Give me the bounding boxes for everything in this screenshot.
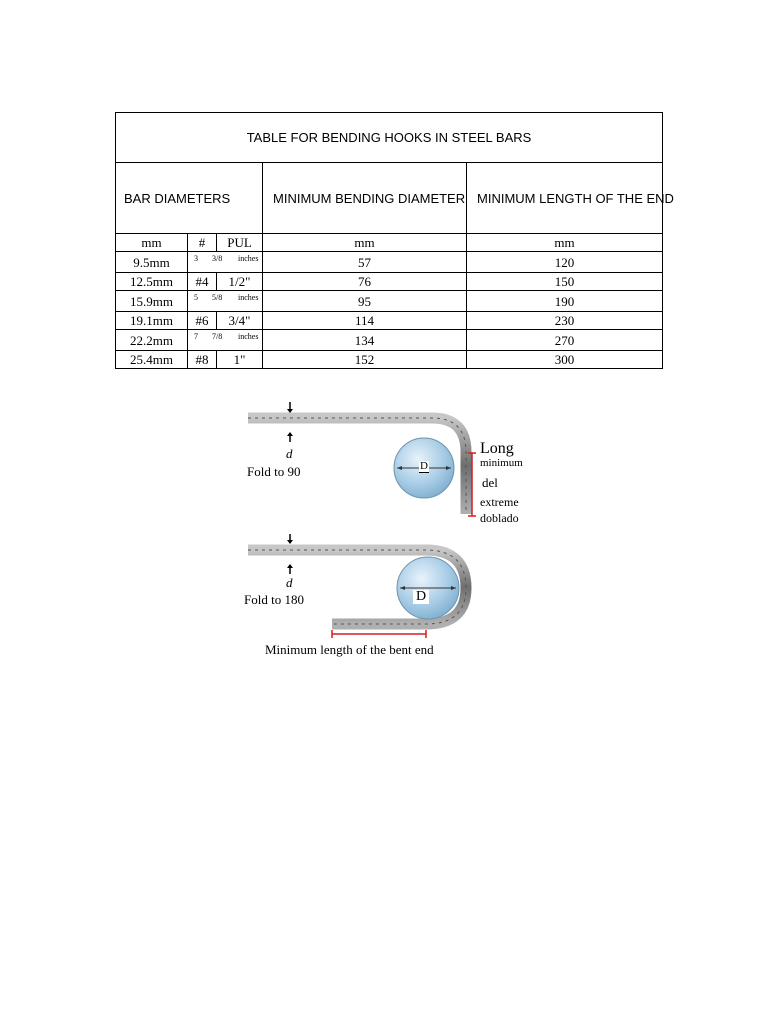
table-row xyxy=(116,312,663,330)
header-bar-diameters: BAR DIAMETERS xyxy=(116,163,263,234)
table-row xyxy=(116,252,663,273)
unit-number: # xyxy=(188,234,217,252)
table-title: TABLE FOR BENDING HOOKS IN STEEL BARS xyxy=(116,113,663,163)
cell-number: #4 xyxy=(188,273,217,291)
bending-hooks-table xyxy=(115,112,674,369)
cell-end-length: 120 xyxy=(467,252,663,273)
extreme-label: extreme xyxy=(480,495,519,509)
fold-180-label: Fold to 180 xyxy=(244,592,304,607)
D-label-top: D xyxy=(420,460,428,472)
del-label: del xyxy=(482,475,498,490)
fraction-num: 7 xyxy=(194,332,198,341)
cell-mm: 25.4mm xyxy=(116,351,188,369)
fraction-unit: inches xyxy=(238,293,259,302)
cell-mm: 15.9mm xyxy=(116,291,188,312)
fraction-unit: inches xyxy=(238,254,259,263)
table-row xyxy=(116,351,663,369)
cell-pul: 1/2" xyxy=(217,273,263,291)
cell-mm: 22.2mm xyxy=(116,330,188,351)
cell-bend-diameter: 114 xyxy=(263,312,467,330)
cell-mm: 9.5mm xyxy=(116,252,188,273)
hook-drawing xyxy=(236,392,536,660)
doblado-label: doblado xyxy=(480,511,519,525)
long-label: Long xyxy=(480,440,514,457)
table-row xyxy=(116,273,663,291)
fraction-pul: 3/8 xyxy=(212,254,223,263)
cell-pul: 3/4" xyxy=(217,312,263,330)
cell-bend-diameter: 134 xyxy=(263,330,467,351)
cell-fraction xyxy=(188,291,263,312)
unit-mm: mm xyxy=(116,234,188,252)
cell-fraction xyxy=(188,330,263,351)
cell-end-length: 270 xyxy=(467,330,663,351)
cell-bend-diameter: 76 xyxy=(263,273,467,291)
cell-fraction xyxy=(188,252,263,273)
D-label-bottom: D xyxy=(413,590,429,604)
unit-end-mm: mm xyxy=(467,234,663,252)
fraction-unit: inches xyxy=(238,332,259,341)
cell-number: #8 xyxy=(188,351,217,369)
table-row xyxy=(116,291,663,312)
bent-end-caption: Minimum length of the bent end xyxy=(265,642,434,657)
cell-mm: 12.5mm xyxy=(116,273,188,291)
cell-number: #6 xyxy=(188,312,217,330)
d-label-bottom: d xyxy=(286,575,293,590)
cell-mm: 19.1mm xyxy=(116,312,188,330)
cell-pul: 1" xyxy=(217,351,263,369)
cell-end-length: 230 xyxy=(467,312,663,330)
cell-bend-diameter: 95 xyxy=(263,291,467,312)
fold-90-label: Fold to 90 xyxy=(247,464,301,479)
fraction-num: 3 xyxy=(194,254,198,263)
fraction-pul: 5/8 xyxy=(212,293,223,302)
bending-hook-figure xyxy=(236,392,536,660)
d-label-top: d xyxy=(286,446,293,461)
cell-bend-diameter: 152 xyxy=(263,351,467,369)
header-min-length-end: MINIMUM LENGTH OF THE END xyxy=(467,163,663,234)
fraction-num: 5 xyxy=(194,293,198,302)
minimum-label: minimum xyxy=(480,457,523,469)
unit-bend-mm: mm xyxy=(263,234,467,252)
cell-end-length: 300 xyxy=(467,351,663,369)
cell-bend-diameter: 57 xyxy=(263,252,467,273)
table-row xyxy=(116,330,663,351)
fraction-pul: 7/8 xyxy=(212,332,223,341)
unit-pul: PUL xyxy=(217,234,263,252)
cell-end-length: 190 xyxy=(467,291,663,312)
cell-end-length: 150 xyxy=(467,273,663,291)
header-min-bending-diameter: MINIMUM BENDING DIAMETER xyxy=(263,163,467,234)
